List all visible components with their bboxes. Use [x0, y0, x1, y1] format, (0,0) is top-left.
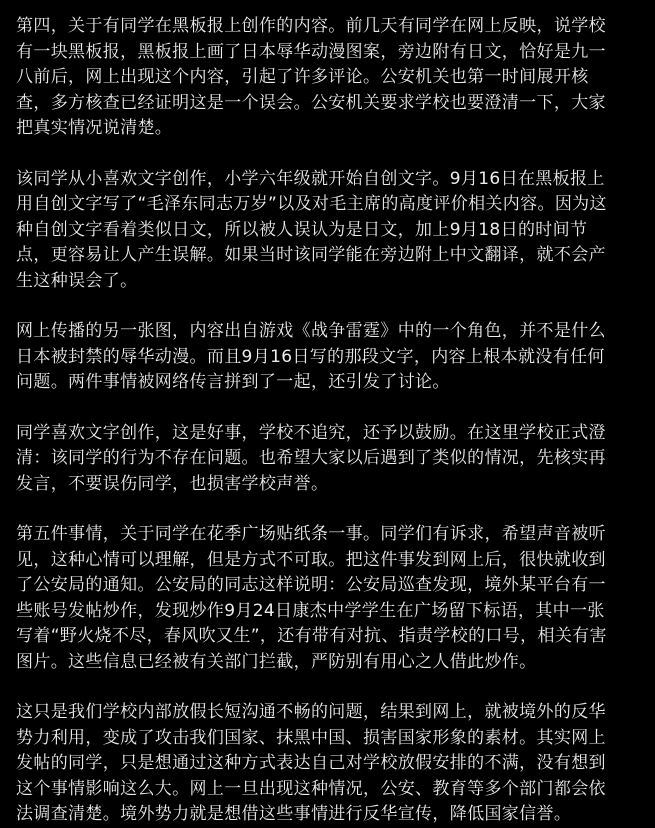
paragraph-self-created-script: 该同学从小喜欢文字创作，小学六年级就开始自创文字。9月16日在黑板报上 用自创文字写了“毛泽东同志万岁”以及对毛主席的高度评价相关内容。因为这 种自创文字看着类似日文，所以被人误认为是日文，加上9月18日的时间节 点，更容易让人产生误解。如果当时该同学能在旁边附上中文翻译，就不会产 生这种误会了。 [16, 168, 607, 291]
paragraph-official-clarification: 同学喜欢文字创作，这是好事，学校不追究，还予以鼓励。在这里学校正式澄 清：该同学的行为不存在问题。也希望大家以后遇到了类似的情况，先核实再 发言，不要误伤同学，也损害学校声誉。 [16, 422, 606, 494]
paragraph-foreign-forces: 这只是我们学校内部放假长短沟通不畅的问题，结果到网上，就被境外的反华 势力利用，变成了攻击我们国家、抹黑中国、损害国家形象的素材。其实网上 发帖的同学，只是想通过这种方式表达自己对学校放假安排的不满，没有想到 这个事情影响这么大。网上一旦出现这种情况，公安、教育等多个部门都会依 法调查清楚。境外势力就是想借这些事情进行反华宣传，降低国家信誉。 [16, 702, 606, 824]
paragraph-blackboard-issue: 第四，关于有同学在黑板报上创作的内容。前几天有同学在网上反映，说学校 有一块黑板报，黑板报上画了日本辱华动漫图案，旁边附有日文，恰好是九一 八前后，网上出现这个内容，引起了许多评论。公安机关也第一时间展开核 查，多方核查已经证明这是一个误会。公安机关要求学校也要澄清一下，大家 把真实情况说清楚。 [16, 16, 606, 138]
paragraph-plaza-notes: 第五件事情，关于同学在花季广场贴纸条一事。同学们有诉求，希望声音被听 见，这种心情可以理解，但是方式不可取。把这件事发到网上后，很快就收到 了公安局的通知。公安局的同志这样说明：公安局巡查发现，境外某平台有一 些账号发帖炒作，发现炒作9月24日康杰中学学生在广场留下标语，其中一张 写着“野火烧不尽，春风吹又生”，还有带有对抗、指责学校的口号，相关有害 图片。这些信息已经被有关部门拦截，严防别有用心之人借此炒作。 [16, 524, 607, 672]
document-body [16, 14, 641, 828]
paragraph-war-thunder-image: 网上传播的另一张图，内容出自游戏《战争雷霆》中的一个角色，并不是什么 日本被封禁的辱华动漫。而且9月16日写的那段文字，内容上根本就没有任何 问题。两件事情被网络传言拼到了一起，还引发了讨论。 [16, 321, 606, 392]
